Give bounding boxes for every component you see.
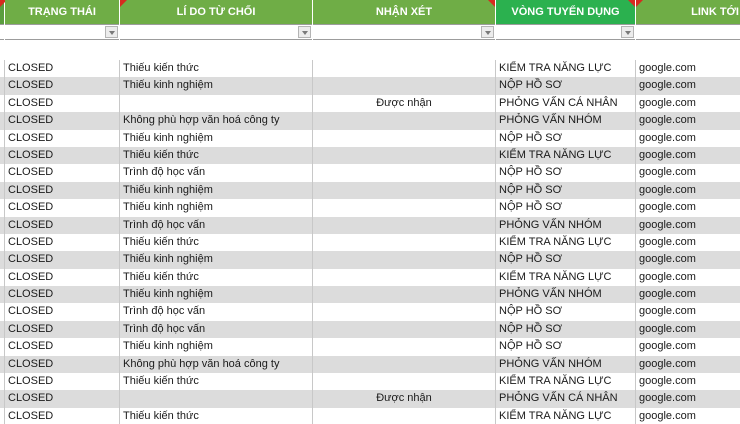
table-row	[0, 182, 740, 199]
reason-cell[interactable]: Thiếu kinh nghiệm	[120, 251, 313, 268]
reason-cell[interactable]: Trình độ học vấn	[120, 303, 313, 320]
table-body	[0, 60, 740, 424]
status-cell[interactable]: CLOSED	[5, 182, 120, 199]
filter-dropdown-icon[interactable]	[298, 26, 311, 38]
table-row	[0, 408, 740, 424]
comment-cell[interactable]	[313, 269, 496, 286]
header-label: TRẠNG THÁI	[28, 6, 96, 18]
reason-cell[interactable]: Không phù hợp văn hoá công ty	[120, 356, 313, 373]
round-cell[interactable]: PHỎNG VẤN NHÓM	[496, 356, 636, 373]
table-header	[0, 0, 740, 40]
round-cell[interactable]: KIỂM TRA NĂNG LỰC	[496, 408, 636, 424]
round-cell[interactable]: KIỂM TRA NĂNG LỰC	[496, 147, 636, 164]
header-label: VÒNG TUYỂN DỤNG	[511, 6, 620, 18]
filter-dropdown-icon[interactable]	[621, 26, 634, 38]
header-label: LÍ DO TỪ CHỐI	[176, 6, 256, 18]
header-li-do-tu-choi[interactable]	[120, 0, 313, 40]
table-row	[0, 356, 740, 373]
status-cell[interactable]: CLOSED	[5, 408, 120, 424]
header-vong-tuyen-dung[interactable]	[496, 0, 636, 40]
round-cell[interactable]: NỘP HỒ SƠ	[496, 199, 636, 216]
status-cell[interactable]: CLOSED	[5, 112, 120, 129]
table-row	[0, 234, 740, 251]
reason-cell[interactable]: Không phù hợp văn hoá công ty	[120, 112, 313, 129]
table-row	[0, 321, 740, 338]
reason-cell[interactable]	[120, 95, 313, 112]
round-cell[interactable]: NỘP HỒ SƠ	[496, 303, 636, 320]
status-cell[interactable]: CLOSED	[5, 338, 120, 355]
filter-cell-nhan-xet[interactable]	[313, 24, 495, 40]
comment-indicator-icon	[488, 0, 495, 7]
comment-cell[interactable]: Được nhận	[313, 95, 496, 112]
link-cell[interactable]: google.com	[636, 182, 740, 199]
reason-cell[interactable]: Thiếu kiến thức	[120, 408, 313, 424]
header-trang-thai[interactable]	[5, 0, 120, 40]
link-cell[interactable]: google.com	[636, 217, 740, 234]
reason-cell[interactable]: Trình độ học vấn	[120, 321, 313, 338]
filter-dropdown-icon[interactable]	[105, 26, 118, 38]
status-cell[interactable]: CLOSED	[5, 356, 120, 373]
comment-indicator-icon	[636, 0, 643, 7]
link-cell[interactable]: google.com	[636, 199, 740, 216]
status-cell[interactable]: CLOSED	[5, 373, 120, 390]
comment-cell[interactable]	[313, 303, 496, 320]
filter-cell-li-do[interactable]	[120, 24, 312, 40]
round-cell[interactable]: KIỂM TRA NĂNG LỰC	[496, 373, 636, 390]
table-row	[0, 251, 740, 268]
comment-cell[interactable]	[313, 234, 496, 251]
link-cell[interactable]: google.com	[636, 373, 740, 390]
reason-cell[interactable]: Thiếu kiến thức	[120, 60, 313, 77]
round-cell[interactable]: NỘP HỒ SƠ	[496, 130, 636, 147]
table-row	[0, 199, 740, 216]
table-row	[0, 303, 740, 320]
filter-cell[interactable]	[0, 24, 4, 40]
status-cell[interactable]: CLOSED	[5, 60, 120, 77]
round-cell[interactable]: PHỎNG VẤN NHÓM	[496, 286, 636, 303]
status-cell[interactable]: CLOSED	[5, 95, 120, 112]
link-cell[interactable]: google.com	[636, 356, 740, 373]
link-cell[interactable]: google.com	[636, 321, 740, 338]
comment-cell[interactable]	[313, 408, 496, 424]
comment-cell[interactable]	[313, 338, 496, 355]
reason-cell[interactable]: Trình độ học vấn	[120, 164, 313, 181]
round-cell[interactable]: KIỂM TRA NĂNG LỰC	[496, 234, 636, 251]
reason-cell[interactable]: Thiếu kinh nghiệm	[120, 182, 313, 199]
round-cell[interactable]: PHỎNG VẤN NHÓM	[496, 112, 636, 129]
reason-cell[interactable]: Thiếu kinh nghiệm	[120, 77, 313, 94]
comment-cell[interactable]	[313, 217, 496, 234]
round-cell[interactable]: NỘP HỒ SƠ	[496, 321, 636, 338]
table-row	[0, 112, 740, 129]
reason-cell[interactable]: Thiếu kiến thức	[120, 373, 313, 390]
status-cell[interactable]: CLOSED	[5, 251, 120, 268]
round-cell[interactable]: PHỎNG VẤN CÁ NHÂN	[496, 390, 636, 407]
table-row	[0, 60, 740, 77]
round-cell[interactable]: NỘP HỒ SƠ	[496, 251, 636, 268]
reason-cell[interactable]	[120, 390, 313, 407]
round-cell[interactable]: KIỂM TRA NĂNG LỰC	[496, 269, 636, 286]
filter-cell-link[interactable]	[636, 24, 740, 40]
comment-cell[interactable]	[313, 60, 496, 77]
round-cell[interactable]: NỘP HỒ SƠ	[496, 338, 636, 355]
reason-cell[interactable]: Thiếu kinh nghiệm	[120, 130, 313, 147]
link-cell[interactable]: google.com	[636, 286, 740, 303]
table-row	[0, 77, 740, 94]
comment-indicator-icon	[628, 0, 635, 7]
comment-cell[interactable]	[313, 182, 496, 199]
round-cell[interactable]: NỘP HỒ SƠ	[496, 182, 636, 199]
link-cell[interactable]: google.com	[636, 130, 740, 147]
table-row	[0, 286, 740, 303]
status-cell[interactable]: CLOSED	[5, 321, 120, 338]
filter-dropdown-icon[interactable]	[481, 26, 494, 38]
comment-cell[interactable]	[313, 130, 496, 147]
round-cell[interactable]: KIỂM TRA NĂNG LỰC	[496, 60, 636, 77]
table-row	[0, 164, 740, 181]
header-label: NHẬN XÉT	[375, 6, 433, 18]
round-cell[interactable]: PHỎNG VẤN NHÓM	[496, 217, 636, 234]
table-row	[0, 390, 740, 407]
reason-cell[interactable]: Thiếu kiến thức	[120, 234, 313, 251]
comment-cell[interactable]	[313, 286, 496, 303]
round-cell[interactable]: NỘP HỒ SƠ	[496, 164, 636, 181]
comment-cell[interactable]	[313, 164, 496, 181]
table-row	[0, 373, 740, 390]
link-cell[interactable]: google.com	[636, 147, 740, 164]
reason-cell[interactable]: Thiếu kiến thức	[120, 269, 313, 286]
status-cell[interactable]: CLOSED	[5, 147, 120, 164]
link-cell[interactable]: google.com	[636, 408, 740, 424]
round-cell[interactable]: NỘP HỒ SƠ	[496, 77, 636, 94]
status-cell[interactable]: CLOSED	[5, 164, 120, 181]
table-row	[0, 269, 740, 286]
comment-cell[interactable]	[313, 77, 496, 94]
filter-cell-vong-tuyen-dung[interactable]	[496, 24, 635, 40]
link-cell[interactable]: google.com	[636, 338, 740, 355]
reason-cell[interactable]: Trình độ học vấn	[120, 217, 313, 234]
status-cell[interactable]: CLOSED	[5, 286, 120, 303]
table-row	[0, 338, 740, 355]
reason-cell[interactable]: Thiếu kiến thức	[120, 147, 313, 164]
comment-cell[interactable]: Được nhận	[313, 390, 496, 407]
table-row	[0, 95, 740, 112]
reason-cell[interactable]: Thiếu kinh nghiệm	[120, 199, 313, 216]
comment-cell[interactable]	[313, 356, 496, 373]
header-nhan-xet[interactable]	[313, 0, 496, 40]
link-cell[interactable]: google.com	[636, 269, 740, 286]
table-row	[0, 130, 740, 147]
round-cell[interactable]: PHỎNG VẤN CÁ NHÂN	[496, 95, 636, 112]
comment-cell[interactable]	[313, 199, 496, 216]
comment-cell[interactable]	[313, 147, 496, 164]
status-cell[interactable]: CLOSED	[5, 234, 120, 251]
status-cell[interactable]: CLOSED	[5, 303, 120, 320]
link-cell[interactable]: google.com	[636, 77, 740, 94]
status-cell[interactable]: CLOSED	[5, 77, 120, 94]
table-row	[0, 217, 740, 234]
link-cell[interactable]: google.com	[636, 60, 740, 77]
link-cell[interactable]: google.com	[636, 234, 740, 251]
link-cell[interactable]: google.com	[636, 95, 740, 112]
status-cell[interactable]: CLOSED	[5, 199, 120, 216]
reason-cell[interactable]: Thiếu kinh nghiệm	[120, 338, 313, 355]
status-cell[interactable]: CLOSED	[5, 217, 120, 234]
table-row	[0, 147, 740, 164]
link-cell[interactable]: google.com	[636, 390, 740, 407]
comment-cell[interactable]	[313, 321, 496, 338]
header-link-toi[interactable]	[636, 0, 740, 40]
link-cell[interactable]: google.com	[636, 251, 740, 268]
filter-cell-trang-thai[interactable]	[5, 24, 119, 40]
link-cell[interactable]: google.com	[636, 164, 740, 181]
header-label: LINK TỚI	[691, 6, 739, 18]
status-cell[interactable]: CLOSED	[5, 390, 120, 407]
status-cell[interactable]: CLOSED	[5, 269, 120, 286]
comment-cell[interactable]	[313, 373, 496, 390]
reason-cell[interactable]: Thiếu kinh nghiệm	[120, 286, 313, 303]
link-cell[interactable]: google.com	[636, 112, 740, 129]
status-cell[interactable]: CLOSED	[5, 130, 120, 147]
link-cell[interactable]: google.com	[636, 303, 740, 320]
comment-cell[interactable]	[313, 112, 496, 129]
comment-cell[interactable]	[313, 251, 496, 268]
